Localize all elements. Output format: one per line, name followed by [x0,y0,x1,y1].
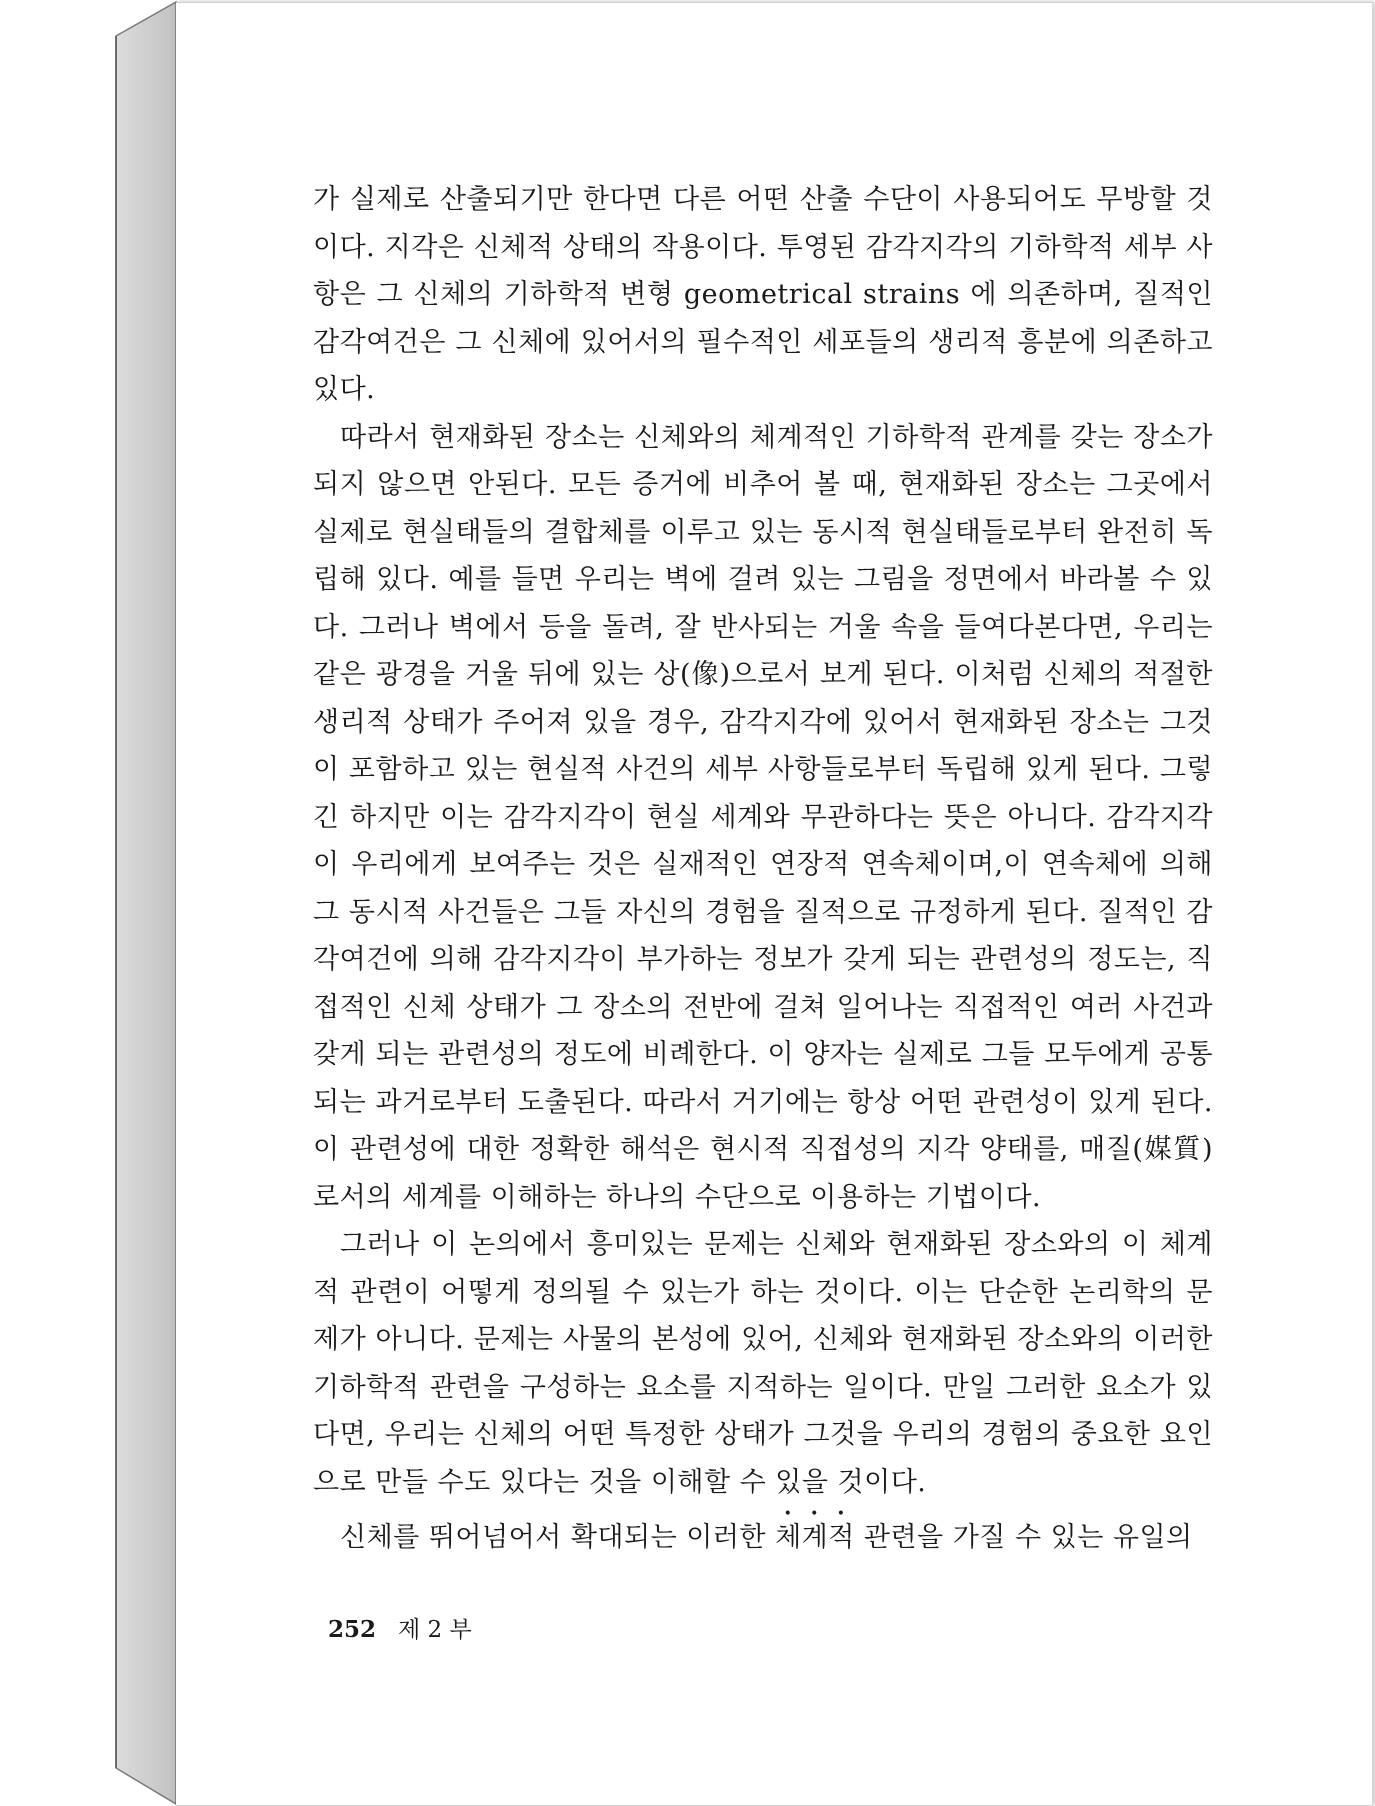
paragraph-4-start [313,1506,1213,1562]
paragraph-2: 따라서 현재화된 장소는 신체와의 체계적인 기하학적 관계를 갖는 장소가 되지 않으면 안된다. 모든 증거에 비추어 볼 때, 현재화된 장소는 그곳에서 실제로 현실태들의 결합체를 이루고 있는 동시적 현실태들로부터 완전히 독립해 있다. 예를 들면 우리는 벽에 걸려 있는 그림을 정면에서 바라볼 수 있다. 그러나 벽에서 등을 돌려, 잘 반사되는 거울 속을 들여다본다면, 우리는 같은 광경을 거울 뒤에 있는 상(像)으로서 보게 된다. 이처럼 신체의 적절한 생리적 상태가 주어져 있을 경우, 감각지각에 있어서 현재화된 장소는 그것이 포함하고 있는 현실적 사건의 세부 사항들로부터 독립해 있게 된다. 그렇긴 하지만 이는 감각지각이 현실 세계와 무관하다는 뜻은 아니다. 감각지각이 우리에게 보여주는 것은 실재적인 연장적 연속체이며,이 연속체에 의해 그 동시적 사건들은 그들 자신의 경험을 질적으로 규정하게 된다. 질적인 감각여건에 의해 감각지각이 부가하는 정보가 갖게 되는 관련성의 정도는, 직접적인 신체 상태가 그 장소의 전반에 걸쳐 일어나는 직접적인 여러 사건과 갖게 되는 관련성의 정도에 비례한다. 이 양자는 실제로 그들 모두에게 공통되는 과거로부터 도출된다. 따라서 거기에는 항상 어떤 관련성이 있게 된다. 이 관련성에 대한 정확한 해석은 현시적 직접성의 지각 양태를, 매질(媒質)로서의 세계를 이해하는 하나의 수단으로 이용하는 기법이다. [313,421,1213,1213]
page-footer [328,1611,472,1644]
emphasized-word: 체계적 [775,1522,855,1553]
section-label: 제 2 부 [398,1617,472,1643]
last-line-after: 관련을 가질 수 있는 유일의 [854,1522,1193,1553]
paragraph-3: 그러나 이 논의에서 흥미있는 문제는 신체와 현재화된 장소와의 이 체계적 관련이 어떻게 정의될 수 있는가 하는 것이다. 이는 단순한 논리학의 문제가 아니다. 문제는 사물의 본성에 있어, 신체와 현재화된 장소와의 이러한 기하학적 관련을 구성하는 요소를 지적하는 일이다. 만일 그러한 요소가 있다면, 우리는 신체의 어떤 특정한 상태가 그것을 우리의 경험의 중요한 요인으로 만들 수도 있다는 것을 이해할 수 있을 것이다. [313,1229,1213,1498]
paragraph-1: 가 실제로 산출되기만 한다면 다른 어떤 산출 수단이 사용되어도 무방할 것이다. 지각은 신체적 상태의 작용이다. 투영된 감각지각의 기하학적 세부 사항은 그 신체의 기하학적 변형 geometrical strains 에 의존하며, 질적인 감각여건은 그 신체에 있어서의 필수적인 세포들의 생리적 흥분에 의존하고 있다. [313,184,1213,405]
last-line-before: 신체를 뛰어넘어서 확대되는 이러한 [340,1522,776,1553]
book-page [176,2,1373,1806]
body-text [313,176,1213,1562]
page-number: 252 [328,1616,377,1643]
